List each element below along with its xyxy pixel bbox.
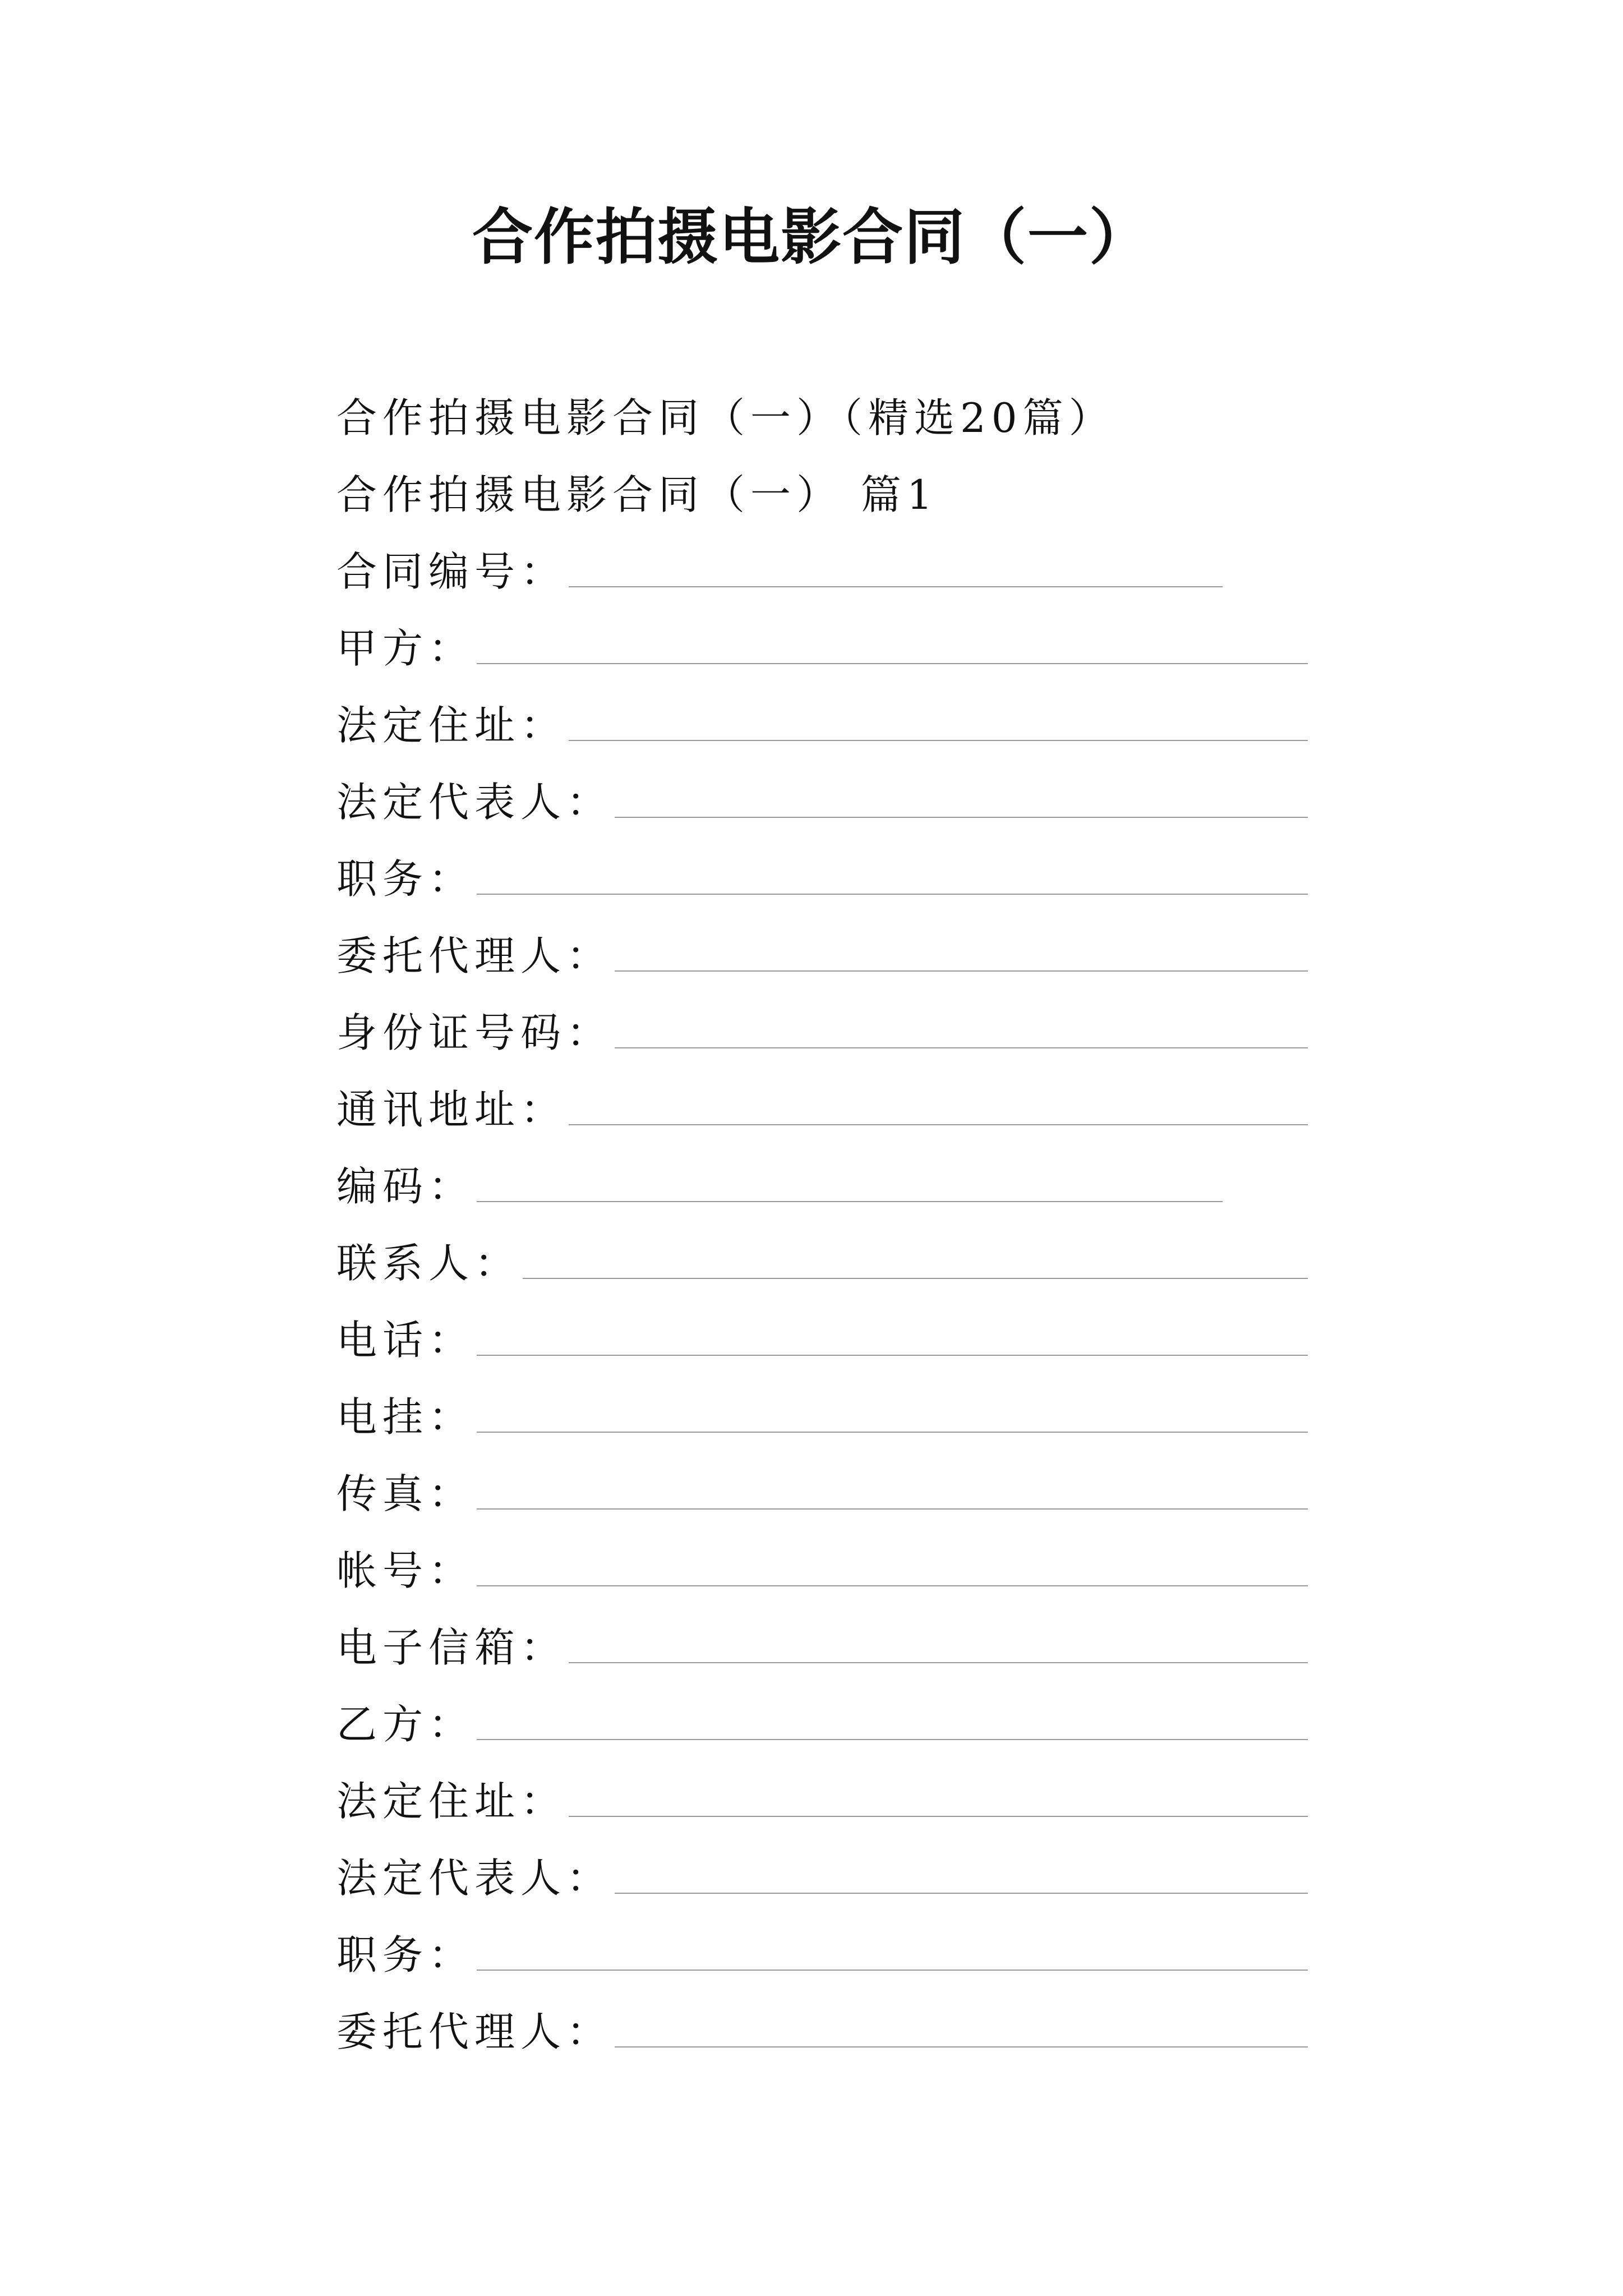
field-label: 电话： bbox=[336, 1316, 475, 1364]
field-label: 职务： bbox=[336, 1931, 475, 1978]
document-body bbox=[336, 376, 1402, 2067]
field-label: 法定住址： bbox=[336, 701, 567, 749]
party-info-form bbox=[336, 530, 1402, 2067]
fill-in-blank bbox=[615, 1015, 1308, 1048]
form-field bbox=[336, 1452, 1402, 1529]
field-label: 编码： bbox=[336, 1162, 475, 1210]
form-field bbox=[336, 837, 1402, 914]
fill-in-blank bbox=[569, 1783, 1308, 1817]
fill-in-blank bbox=[615, 1860, 1308, 1894]
document-title: 合作拍摄电影合同（一） bbox=[472, 202, 1151, 273]
form-field bbox=[336, 1913, 1402, 1990]
fill-in-blank bbox=[615, 938, 1308, 972]
field-label: 甲方： bbox=[336, 624, 475, 672]
field-label: 委托代理人： bbox=[336, 932, 613, 979]
form-field bbox=[336, 530, 1402, 606]
form-field bbox=[336, 914, 1402, 991]
fill-in-blank bbox=[569, 1630, 1308, 1663]
form-field bbox=[336, 1529, 1402, 1605]
form-field bbox=[336, 1990, 1402, 2067]
field-label: 法定住址： bbox=[336, 1777, 567, 1825]
field-label: 联系人： bbox=[336, 1239, 521, 1287]
form-field bbox=[336, 1298, 1402, 1375]
field-label: 帐号： bbox=[336, 1547, 475, 1594]
field-label: 合同编号： bbox=[336, 547, 567, 595]
fill-in-blank bbox=[477, 1706, 1308, 1740]
fill-in-blank bbox=[569, 707, 1308, 741]
fill-in-blank bbox=[477, 1476, 1308, 1510]
form-field bbox=[336, 991, 1402, 1068]
fill-in-blank bbox=[615, 2014, 1308, 2047]
field-label: 委托代理人： bbox=[336, 2008, 613, 2055]
fill-in-blank bbox=[477, 1553, 1308, 1586]
fill-in-blank bbox=[477, 1168, 1223, 1202]
field-label: 法定代表人： bbox=[336, 1854, 613, 1902]
fill-in-blank bbox=[477, 1399, 1308, 1433]
form-field bbox=[336, 1375, 1402, 1452]
fill-in-blank bbox=[569, 1092, 1308, 1125]
form-field bbox=[336, 1068, 1402, 1144]
form-field bbox=[336, 606, 1402, 683]
form-field bbox=[336, 1836, 1402, 1913]
field-label: 电挂： bbox=[336, 1393, 475, 1441]
subtitle-text: 合作拍摄电影合同（一）（精选20篇） bbox=[336, 394, 1115, 441]
field-label: 通讯地址： bbox=[336, 1085, 567, 1133]
form-field bbox=[336, 1682, 1402, 1759]
fill-in-blank bbox=[477, 861, 1308, 895]
form-field bbox=[336, 683, 1402, 760]
section-heading bbox=[336, 453, 1402, 530]
form-field bbox=[336, 1605, 1402, 1682]
field-label: 传真： bbox=[336, 1470, 475, 1517]
form-field bbox=[336, 1759, 1402, 1836]
document-subtitle bbox=[336, 376, 1402, 453]
form-field bbox=[336, 1144, 1402, 1221]
field-label: 身份证号码： bbox=[336, 1009, 613, 1056]
fill-in-blank bbox=[477, 1322, 1308, 1356]
fill-in-blank bbox=[523, 1245, 1308, 1279]
field-label: 乙方： bbox=[336, 1700, 475, 1748]
field-label: 职务： bbox=[336, 855, 475, 903]
fill-in-blank bbox=[615, 784, 1308, 818]
field-label: 法定代表人： bbox=[336, 778, 613, 826]
form-field bbox=[336, 760, 1402, 837]
field-label: 电子信箱： bbox=[336, 1623, 567, 1671]
fill-in-blank bbox=[477, 631, 1308, 664]
section-heading-text: 合作拍摄电影合同（一） 篇1 bbox=[336, 471, 938, 518]
fill-in-blank bbox=[569, 554, 1223, 587]
fill-in-blank bbox=[477, 1937, 1308, 1971]
form-field bbox=[336, 1221, 1402, 1298]
